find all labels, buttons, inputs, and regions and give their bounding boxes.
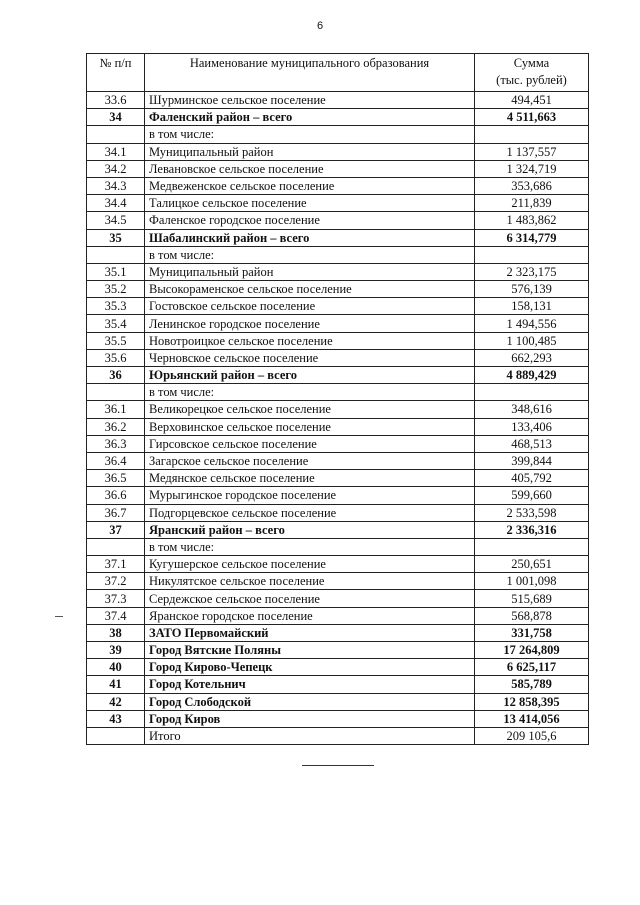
row-sum bbox=[475, 246, 589, 263]
table-row bbox=[87, 624, 589, 641]
table-row bbox=[87, 710, 589, 727]
table-row bbox=[87, 298, 589, 315]
row-name: Загарское сельское поселение bbox=[145, 452, 475, 469]
table-row bbox=[87, 573, 589, 590]
row-name: Медянское сельское поселение bbox=[145, 470, 475, 487]
row-number: 34.2 bbox=[87, 160, 145, 177]
row-number: 34 bbox=[87, 109, 145, 126]
row-name: в том числе: bbox=[145, 538, 475, 555]
table-row bbox=[87, 435, 589, 452]
row-name: Город Киров bbox=[145, 710, 475, 727]
table-row bbox=[87, 504, 589, 521]
row-number: 36 bbox=[87, 367, 145, 384]
table-row bbox=[87, 109, 589, 126]
header-number: № п/п bbox=[87, 54, 145, 92]
table-row bbox=[87, 452, 589, 469]
row-number: 36.6 bbox=[87, 487, 145, 504]
table-row bbox=[87, 538, 589, 555]
row-name: Великорецкое сельское поселение bbox=[145, 401, 475, 418]
row-number: 39 bbox=[87, 642, 145, 659]
row-number: 35 bbox=[87, 229, 145, 246]
row-name: Гостовское сельское поселение bbox=[145, 298, 475, 315]
row-name: Шурминское сельское поселение bbox=[145, 92, 475, 109]
table-row bbox=[87, 556, 589, 573]
row-number: 33.6 bbox=[87, 92, 145, 109]
row-sum: 2 323,175 bbox=[475, 263, 589, 280]
table-row bbox=[87, 676, 589, 693]
row-sum: 6 314,779 bbox=[475, 229, 589, 246]
row-sum: 662,293 bbox=[475, 349, 589, 366]
table-row bbox=[87, 246, 589, 263]
row-sum: 158,131 bbox=[475, 298, 589, 315]
row-sum: 1 494,556 bbox=[475, 315, 589, 332]
row-sum: 468,513 bbox=[475, 435, 589, 452]
row-number bbox=[87, 538, 145, 555]
table-body bbox=[87, 92, 589, 745]
table-row bbox=[87, 143, 589, 160]
table-row bbox=[87, 263, 589, 280]
row-name: Верховинское сельское поселение bbox=[145, 418, 475, 435]
table-header-row bbox=[87, 54, 589, 92]
row-number: 36.1 bbox=[87, 401, 145, 418]
table-row bbox=[87, 487, 589, 504]
table-row bbox=[87, 418, 589, 435]
row-sum: 17 264,809 bbox=[475, 642, 589, 659]
row-number: 35.4 bbox=[87, 315, 145, 332]
row-sum: 13 414,056 bbox=[475, 710, 589, 727]
table-row bbox=[87, 642, 589, 659]
table-row bbox=[87, 332, 589, 349]
table-row bbox=[87, 281, 589, 298]
row-sum: 12 858,395 bbox=[475, 693, 589, 710]
row-sum: 6 625,117 bbox=[475, 659, 589, 676]
row-sum: 2 533,598 bbox=[475, 504, 589, 521]
table-row bbox=[87, 521, 589, 538]
row-number: 34.1 bbox=[87, 143, 145, 160]
footer-divider bbox=[302, 765, 374, 766]
row-sum: 331,758 bbox=[475, 624, 589, 641]
table-row bbox=[87, 160, 589, 177]
row-sum: 4 889,429 bbox=[475, 367, 589, 384]
row-sum: 585,789 bbox=[475, 676, 589, 693]
row-number: 38 bbox=[87, 624, 145, 641]
row-name: Черновское сельское поселение bbox=[145, 349, 475, 366]
table-row bbox=[87, 177, 589, 194]
row-number: 37.1 bbox=[87, 556, 145, 573]
row-name: Яранское городское поселение bbox=[145, 607, 475, 624]
row-number bbox=[87, 384, 145, 401]
row-name: в том числе: bbox=[145, 126, 475, 143]
budget-table bbox=[86, 53, 589, 745]
row-number: 40 bbox=[87, 659, 145, 676]
row-sum: 576,139 bbox=[475, 281, 589, 298]
row-name: Фаленский район – всего bbox=[145, 109, 475, 126]
row-sum: 515,689 bbox=[475, 590, 589, 607]
row-sum: 494,451 bbox=[475, 92, 589, 109]
row-name: Фаленское городское поселение bbox=[145, 212, 475, 229]
row-sum bbox=[475, 384, 589, 401]
table-row bbox=[87, 195, 589, 212]
row-number: 36.4 bbox=[87, 452, 145, 469]
table-row bbox=[87, 126, 589, 143]
row-name: Город Котельнич bbox=[145, 676, 475, 693]
table-row bbox=[87, 384, 589, 401]
table-row bbox=[87, 92, 589, 109]
row-number: 34.5 bbox=[87, 212, 145, 229]
row-sum: 133,406 bbox=[475, 418, 589, 435]
row-name: Шабалинский район – всего bbox=[145, 229, 475, 246]
row-number: 35.2 bbox=[87, 281, 145, 298]
row-name: Итого bbox=[145, 727, 475, 744]
row-number: 37.2 bbox=[87, 573, 145, 590]
row-number: 37.3 bbox=[87, 590, 145, 607]
row-number: 43 bbox=[87, 710, 145, 727]
page-number: 6 bbox=[316, 20, 324, 32]
table-row bbox=[87, 693, 589, 710]
row-name: Гирсовское сельское поселение bbox=[145, 435, 475, 452]
row-name: Город Вятские Поляны bbox=[145, 642, 475, 659]
row-sum: 599,660 bbox=[475, 487, 589, 504]
row-sum bbox=[475, 538, 589, 555]
row-name: Талицкое сельское поселение bbox=[145, 195, 475, 212]
row-name: в том числе: bbox=[145, 384, 475, 401]
header-sum-line2: (тыс. рублей) bbox=[496, 73, 567, 87]
table-row bbox=[87, 590, 589, 607]
row-number: 34.4 bbox=[87, 195, 145, 212]
row-number: 35.5 bbox=[87, 332, 145, 349]
row-name: Юрьянский район – всего bbox=[145, 367, 475, 384]
table-row bbox=[87, 349, 589, 366]
table-row bbox=[87, 607, 589, 624]
table-row bbox=[87, 401, 589, 418]
row-number bbox=[87, 727, 145, 744]
table-row bbox=[87, 470, 589, 487]
row-name: Город Кирово-Чепецк bbox=[145, 659, 475, 676]
table-row bbox=[87, 659, 589, 676]
row-sum: 348,616 bbox=[475, 401, 589, 418]
row-name: Город Слободской bbox=[145, 693, 475, 710]
row-sum: 1 100,485 bbox=[475, 332, 589, 349]
row-sum: 1 001,098 bbox=[475, 573, 589, 590]
row-number: 36.3 bbox=[87, 435, 145, 452]
header-sum-line1: Сумма bbox=[513, 56, 550, 70]
row-sum bbox=[475, 126, 589, 143]
row-number: 37.4 bbox=[87, 607, 145, 624]
row-sum: 4 511,663 bbox=[475, 109, 589, 126]
row-number: 41 bbox=[87, 676, 145, 693]
row-name: Никулятское сельское поселение bbox=[145, 573, 475, 590]
row-sum: 405,792 bbox=[475, 470, 589, 487]
row-sum: 353,686 bbox=[475, 177, 589, 194]
row-number: 42 bbox=[87, 693, 145, 710]
row-sum: 250,651 bbox=[475, 556, 589, 573]
row-sum: 1 483,862 bbox=[475, 212, 589, 229]
row-name: Подгорцевское сельское поселение bbox=[145, 504, 475, 521]
row-number bbox=[87, 126, 145, 143]
row-name: Кугушерское сельское поселение bbox=[145, 556, 475, 573]
table-row bbox=[87, 727, 589, 744]
row-sum: 1 324,719 bbox=[475, 160, 589, 177]
row-number: 37 bbox=[87, 521, 145, 538]
row-number: 35.3 bbox=[87, 298, 145, 315]
row-number: 34.3 bbox=[87, 177, 145, 194]
header-name: Наименование муниципального образования bbox=[145, 54, 475, 92]
row-name: Яранский район – всего bbox=[145, 521, 475, 538]
table-row bbox=[87, 229, 589, 246]
row-name: Ленинское городское поселение bbox=[145, 315, 475, 332]
row-sum: 2 336,316 bbox=[475, 521, 589, 538]
row-number: 36.5 bbox=[87, 470, 145, 487]
row-sum: 211,839 bbox=[475, 195, 589, 212]
row-number: 36.2 bbox=[87, 418, 145, 435]
row-number: 35.1 bbox=[87, 263, 145, 280]
row-name: Мурыгинское городское поселение bbox=[145, 487, 475, 504]
table-row bbox=[87, 367, 589, 384]
row-sum: 399,844 bbox=[475, 452, 589, 469]
table-row bbox=[87, 212, 589, 229]
row-number: 35.6 bbox=[87, 349, 145, 366]
table-row bbox=[87, 315, 589, 332]
margin-mark bbox=[55, 616, 63, 617]
row-name: Высокораменское сельское поселение bbox=[145, 281, 475, 298]
row-sum: 1 137,557 bbox=[475, 143, 589, 160]
row-name: Муниципальный район bbox=[145, 143, 475, 160]
row-name: Медвеженское сельское поселение bbox=[145, 177, 475, 194]
row-number bbox=[87, 246, 145, 263]
row-sum: 209 105,6 bbox=[475, 727, 589, 744]
header-sum bbox=[475, 54, 589, 92]
row-name: в том числе: bbox=[145, 246, 475, 263]
row-name: Новотроицкое сельское поселение bbox=[145, 332, 475, 349]
row-name: Муниципальный район bbox=[145, 263, 475, 280]
row-number: 36.7 bbox=[87, 504, 145, 521]
row-sum: 568,878 bbox=[475, 607, 589, 624]
row-name: Сердежское сельское поселение bbox=[145, 590, 475, 607]
row-name: ЗАТО Первомайский bbox=[145, 624, 475, 641]
row-name: Левановское сельское поселение bbox=[145, 160, 475, 177]
